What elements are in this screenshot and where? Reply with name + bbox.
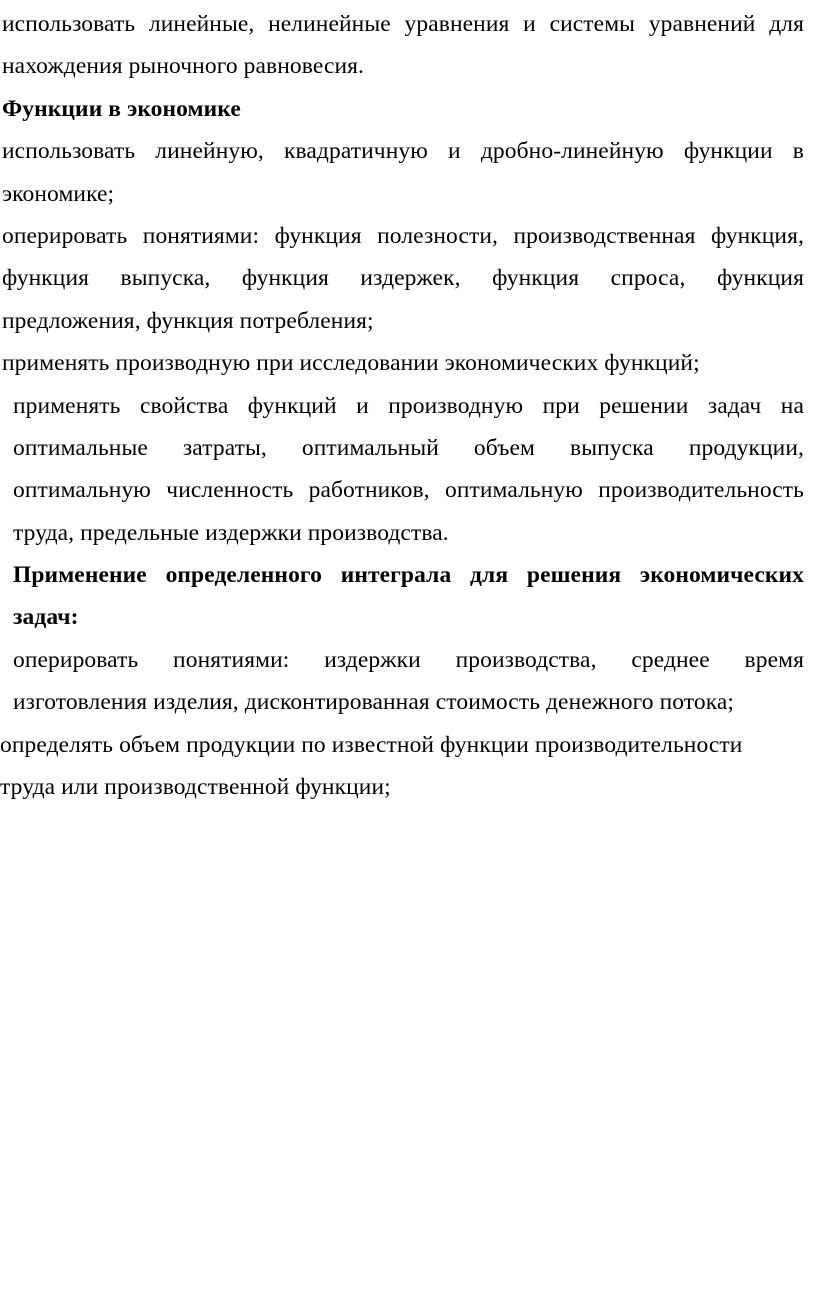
heading-line: Применение определенного интеграла для решения экономических <box>13 562 804 589</box>
paragraph-use-functions <box>2 130 804 215</box>
text-line: функция выпуска, функция издержек, функция спроса, функция <box>2 265 804 292</box>
paragraph-operate-concepts-costs <box>13 639 804 724</box>
text-line: экономике; <box>2 180 115 207</box>
text-line: изготовления изделия, дисконтированная стоимость денежного потока; <box>13 689 735 716</box>
paragraph-operate-concepts-functions <box>2 215 804 342</box>
text-line: предложения, функция потребления; <box>2 307 374 334</box>
section-heading-functions-in-economy <box>2 88 804 130</box>
heading-line: Функции в экономике <box>2 95 241 122</box>
paragraph-determine-output <box>0 724 804 809</box>
text-line: применять свойства функций и производную при решении задач на <box>13 392 804 419</box>
text-line: оперировать понятиями: функция полезности, производственная функция, <box>2 222 804 249</box>
text-line: оптимальную численность работников, оптимальную производительность <box>13 477 804 504</box>
section-heading-definite-integral <box>13 554 804 639</box>
text-line: применять производную при исследовании экономических функций; <box>2 350 700 377</box>
paragraph-equations <box>2 3 804 88</box>
text-line: нахождения рыночного равновесия. <box>2 53 365 80</box>
paragraph-apply-function-properties <box>13 385 804 555</box>
text-line: труда или производственной функции; <box>0 774 391 801</box>
text-line: использовать линейные, нелинейные уравнения и системы уравнений для <box>2 11 804 37</box>
heading-line: задач: <box>13 604 79 631</box>
text-line: оперировать понятиями: издержки производства, среднее время <box>13 646 804 673</box>
text-line: использовать линейную, квадратичную и дробно-линейную функции в <box>2 138 804 165</box>
text-line: определять объем продукции по известной функции производительности <box>0 731 743 758</box>
text-line: оптимальные затраты, оптимальный объем выпуска продукции, <box>13 434 804 461</box>
text-line: труда, предельные издержки производства. <box>13 519 449 546</box>
paragraph-apply-derivative <box>2 342 804 384</box>
